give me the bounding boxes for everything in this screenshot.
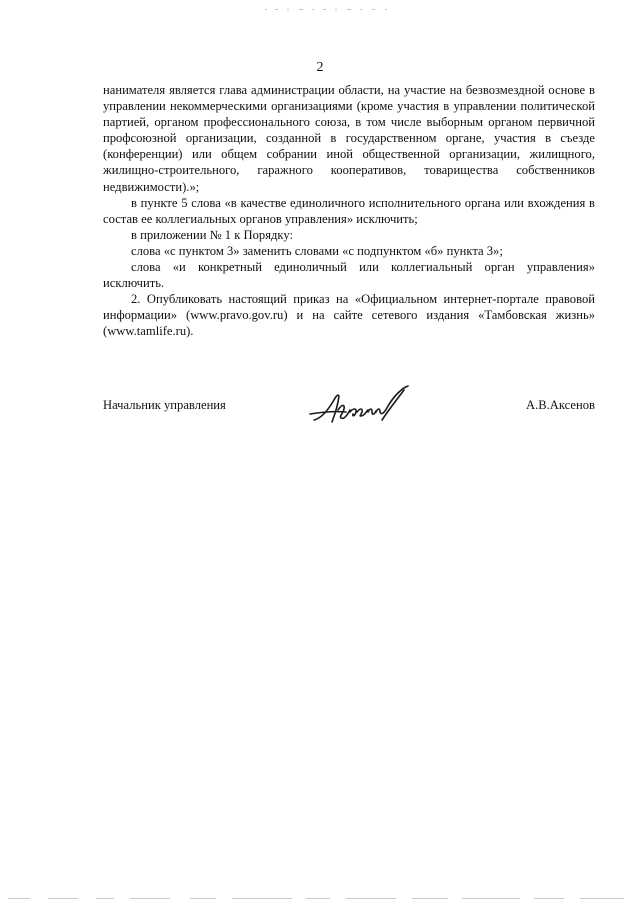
scan-artifact-top [265,8,395,11]
signer-title: Начальник управления [103,398,226,412]
paragraph-replace-words: слова «с пунктом 3» заменить словами «с подпунктом «б» пункта 3»; [131,243,503,258]
page-number: 2 [316,60,324,75]
signature-block [103,392,595,432]
signer-name: А.В.Аксенов [525,398,595,412]
paragraph-exclude-words: слова «и конкретный единоличный или коллегиальный орган управления» исключить. [103,260,595,291]
paragraph-continuation: нанимателя является глава администрации области, на участие на безвозмездной основе в управлении некоммерческими организациями (кроме участия в управлении политической партией, органом профессионального союза, в том числе выборным органом первичной профсоюзной организации, созданной в государственном органе, участия в съезде (конференции) или общем собрании иной общественной организации, жилищного, жилищно-строительного, гаражного кооперативов, товарищества собственников недвижимости).»; [103,83,595,194]
document-body [103,82,595,340]
paragraph-item-5: в пункте 5 слова «в качестве единоличного исполнительного органа или вхождения в состав ее коллегиальных органов управления» исключить; [103,195,595,226]
paragraph-publish: 2. Опубликовать настоящий приказ на «Официальном интернет-портале правовой информации» (www.pravo.gov.ru) и на сайте сетевого издания «Тамбовская жизнь» (www.tamlife.ru). [103,292,595,339]
paragraph-appendix-1: в приложении № 1 к Порядку: [131,227,293,242]
scan-artifact-bottom [0,896,640,900]
handwritten-signature [308,384,420,430]
